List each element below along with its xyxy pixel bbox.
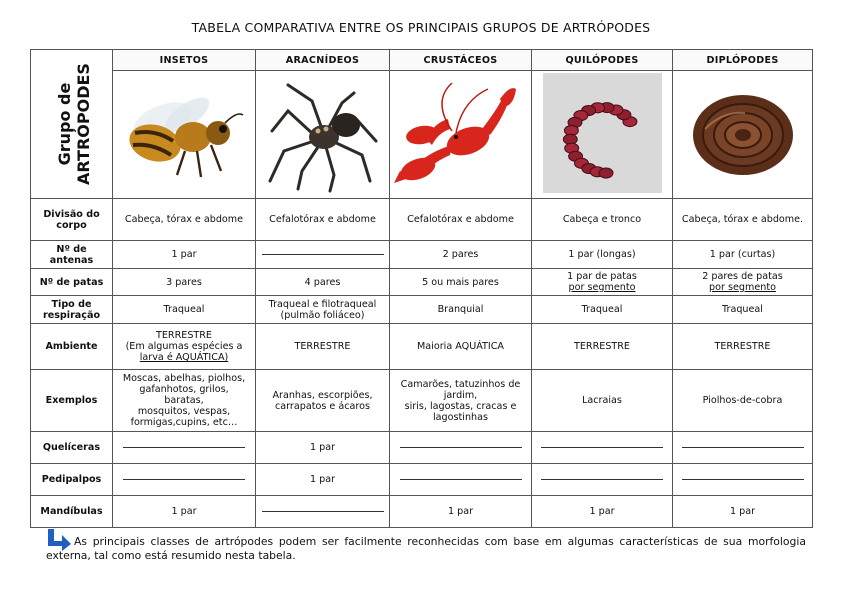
table-cell	[256, 269, 390, 296]
cell-line: TERRESTRE	[156, 330, 212, 341]
table-row	[31, 296, 813, 324]
row-header-line: Ambiente	[45, 341, 98, 352]
table-cell	[256, 296, 390, 324]
table-cell	[673, 296, 813, 324]
cell-line: Cabeça, tórax e abdome.	[681, 214, 804, 225]
table-cell	[390, 241, 532, 269]
empty-line	[682, 447, 804, 448]
table-cell	[113, 432, 256, 464]
table-cell	[673, 241, 813, 269]
footnote	[46, 535, 806, 563]
table-title: TABELA COMPARATIVA ENTRE OS PRINCIPAIS GRUPOS DE ARTRÓPODES	[191, 20, 651, 35]
cell-line: 2 pares de patas	[702, 271, 783, 282]
table-row	[31, 269, 813, 296]
table-cell	[673, 370, 813, 432]
table-cell	[113, 241, 256, 269]
table-cell	[390, 269, 532, 296]
table-cell	[673, 464, 813, 496]
cell-line: 1 par	[171, 249, 197, 260]
row-header-line: Mandíbulas	[40, 506, 103, 517]
table-cell	[532, 269, 673, 296]
cell-line: 1 par (curtas)	[709, 249, 776, 260]
table-row	[31, 199, 813, 241]
cell-line: Moscas, abelhas, piolhos,	[122, 373, 246, 384]
table-cell	[390, 296, 532, 324]
row-header	[31, 464, 113, 496]
spider-image	[256, 71, 390, 199]
table-cell	[532, 432, 673, 464]
table-cell	[390, 324, 532, 370]
cell-line: Traqueal	[722, 304, 763, 315]
empty-line	[541, 447, 663, 448]
empty-line	[682, 479, 804, 480]
cell-line: 5 ou mais pares	[422, 276, 499, 288]
table-cell	[113, 370, 256, 432]
side-label	[55, 50, 93, 198]
comparison-table	[30, 49, 813, 528]
image-row	[31, 71, 813, 199]
row-header	[31, 324, 113, 370]
cell-line: formigas,cupins, etc…	[130, 417, 238, 428]
table-cell	[673, 324, 813, 370]
table-cell	[532, 496, 673, 528]
group-quilopodes: QUILÓPODES	[532, 50, 673, 71]
table-cell	[113, 324, 256, 370]
table-cell	[673, 432, 813, 464]
table-cell	[113, 296, 256, 324]
table-cell	[256, 324, 390, 370]
row-header-line: corpo	[56, 219, 87, 231]
table-cell	[673, 496, 813, 528]
group-header-row	[31, 50, 813, 71]
row-header	[31, 269, 113, 296]
table-cell	[113, 464, 256, 496]
table-cell	[256, 496, 390, 528]
table-row	[31, 432, 813, 464]
cell-line: (pulmão foliáceo)	[280, 309, 365, 321]
side-label-line-2: ARTRÓPODES	[74, 63, 93, 185]
table-cell	[113, 269, 256, 296]
table-cell	[256, 464, 390, 496]
cell-line: (Em algumas espécies a	[125, 341, 243, 352]
table-cell	[256, 370, 390, 432]
row-header	[31, 241, 113, 269]
table-cell	[532, 241, 673, 269]
table-cell	[532, 464, 673, 496]
cell-line: por segmento	[568, 282, 636, 293]
group-aracnideos: ARACNÍDEOS	[256, 50, 390, 71]
cell-line: Traqueal	[163, 304, 205, 315]
cell-line: Maioria AQUÁTICA	[417, 341, 504, 352]
cell-line: Cabeça, tórax e abdome	[124, 214, 244, 225]
group-crustaceos: CRUSTÁCEOS	[390, 50, 532, 71]
row-header	[31, 496, 113, 528]
row-header-line: respiração	[42, 309, 101, 321]
cell-line: siris, lagostas, cracas e	[404, 400, 517, 412]
cell-line: Aranhas, escorpiões,	[272, 389, 373, 401]
table-row	[31, 496, 813, 528]
table-cell	[256, 241, 390, 269]
cell-line: Cefalotórax e abdome	[269, 214, 376, 225]
row-header	[31, 296, 113, 324]
cell-line: 1 par	[589, 506, 615, 517]
cell-line: por segmento	[709, 282, 776, 293]
centipede-image	[532, 71, 673, 199]
row-header-line: Divisão do	[43, 208, 100, 220]
empty-line	[123, 447, 245, 448]
cell-line: Camarões, tatuzinhos de	[400, 378, 521, 390]
cell-line: gafanhotos, grilos,	[139, 384, 229, 395]
row-header-line: Tipo de	[51, 298, 92, 310]
cell-line: Cabeça e tronco	[562, 214, 642, 225]
cell-line: 1 par	[729, 506, 756, 517]
cell-line: larva é AQUÁTICA)	[139, 352, 229, 363]
table-cell	[532, 296, 673, 324]
row-header-line: Quelíceras	[42, 442, 101, 453]
footnote-text: As principais classes de artrópodes podem ser facilmente reconhecidas com base em algumas características de sua morfologia externa, tal como está resumido nesta tabela.	[46, 535, 806, 562]
cell-line: TERRESTRE	[294, 341, 351, 352]
cell-line: Piolhos-de-cobra	[702, 395, 783, 406]
cell-line: 2 pares	[442, 249, 479, 260]
cell-line: 1 par	[171, 506, 197, 517]
empty-line	[400, 479, 522, 480]
table-cell	[390, 199, 532, 241]
cell-line: 1 par (longas)	[568, 249, 636, 260]
cell-line: baratas,	[164, 395, 204, 406]
table-cell	[390, 432, 532, 464]
table-row	[31, 370, 813, 432]
table-cell	[390, 464, 532, 496]
cell-line: Lacraias	[582, 395, 622, 406]
empty-line	[541, 479, 663, 480]
table-cell	[113, 496, 256, 528]
lobster-image	[390, 71, 532, 199]
table-cell	[532, 324, 673, 370]
cell-line: jardim,	[443, 389, 478, 401]
cell-line: 1 par de patas	[567, 271, 637, 282]
cell-line: 3 pares	[166, 276, 202, 288]
row-header	[31, 199, 113, 241]
row-header-line: Exemplos	[45, 395, 98, 406]
table-cell	[390, 370, 532, 432]
table-row	[31, 241, 813, 269]
cell-line: 1 par	[447, 506, 474, 517]
row-header	[31, 370, 113, 432]
cell-line: Traqueal e filotraqueal	[268, 298, 377, 310]
table-row	[31, 324, 813, 370]
cell-line: 1 par	[309, 474, 336, 485]
centipede-segment	[599, 168, 613, 178]
group-insetos: INSETOS	[113, 50, 256, 71]
side-label-cell	[31, 50, 113, 199]
side-label-line-1: Grupo de	[55, 82, 74, 166]
empty-line	[123, 479, 245, 480]
table-cell	[256, 432, 390, 464]
table-cell	[673, 269, 813, 296]
cell-line: carrapatos e ácaros	[275, 400, 370, 412]
table-cell	[673, 199, 813, 241]
table-row	[31, 464, 813, 496]
table-cell	[532, 370, 673, 432]
group-diplopodes: DIPLÓPODES	[673, 50, 813, 71]
table-cell	[532, 199, 673, 241]
bee-image	[113, 71, 256, 199]
empty-line	[262, 254, 384, 255]
cell-line: lagostinhas	[433, 411, 488, 423]
empty-line	[262, 511, 384, 512]
cell-line: mosquitos, vespas,	[137, 406, 231, 417]
table-cell	[390, 496, 532, 528]
millipede-image	[673, 71, 813, 199]
row-header	[31, 432, 113, 464]
cell-line: TERRESTRE	[714, 341, 771, 352]
row-header-line: antenas	[49, 254, 94, 266]
row-header-line: Pedipalpos	[41, 474, 102, 485]
table-cell	[113, 199, 256, 241]
table-cell	[256, 199, 390, 241]
cell-line: Traqueal	[581, 304, 623, 315]
cell-line: Branquial	[437, 304, 484, 315]
cell-line: 1 par	[309, 442, 336, 453]
row-header-line: Nº de	[56, 243, 87, 255]
cell-line: Cefalotórax e abdome	[407, 214, 514, 225]
cell-line: 4 pares	[304, 276, 341, 288]
row-header-line: Nº de patas	[39, 276, 104, 288]
empty-line	[400, 447, 522, 448]
cell-line: TERRESTRE	[574, 341, 630, 352]
